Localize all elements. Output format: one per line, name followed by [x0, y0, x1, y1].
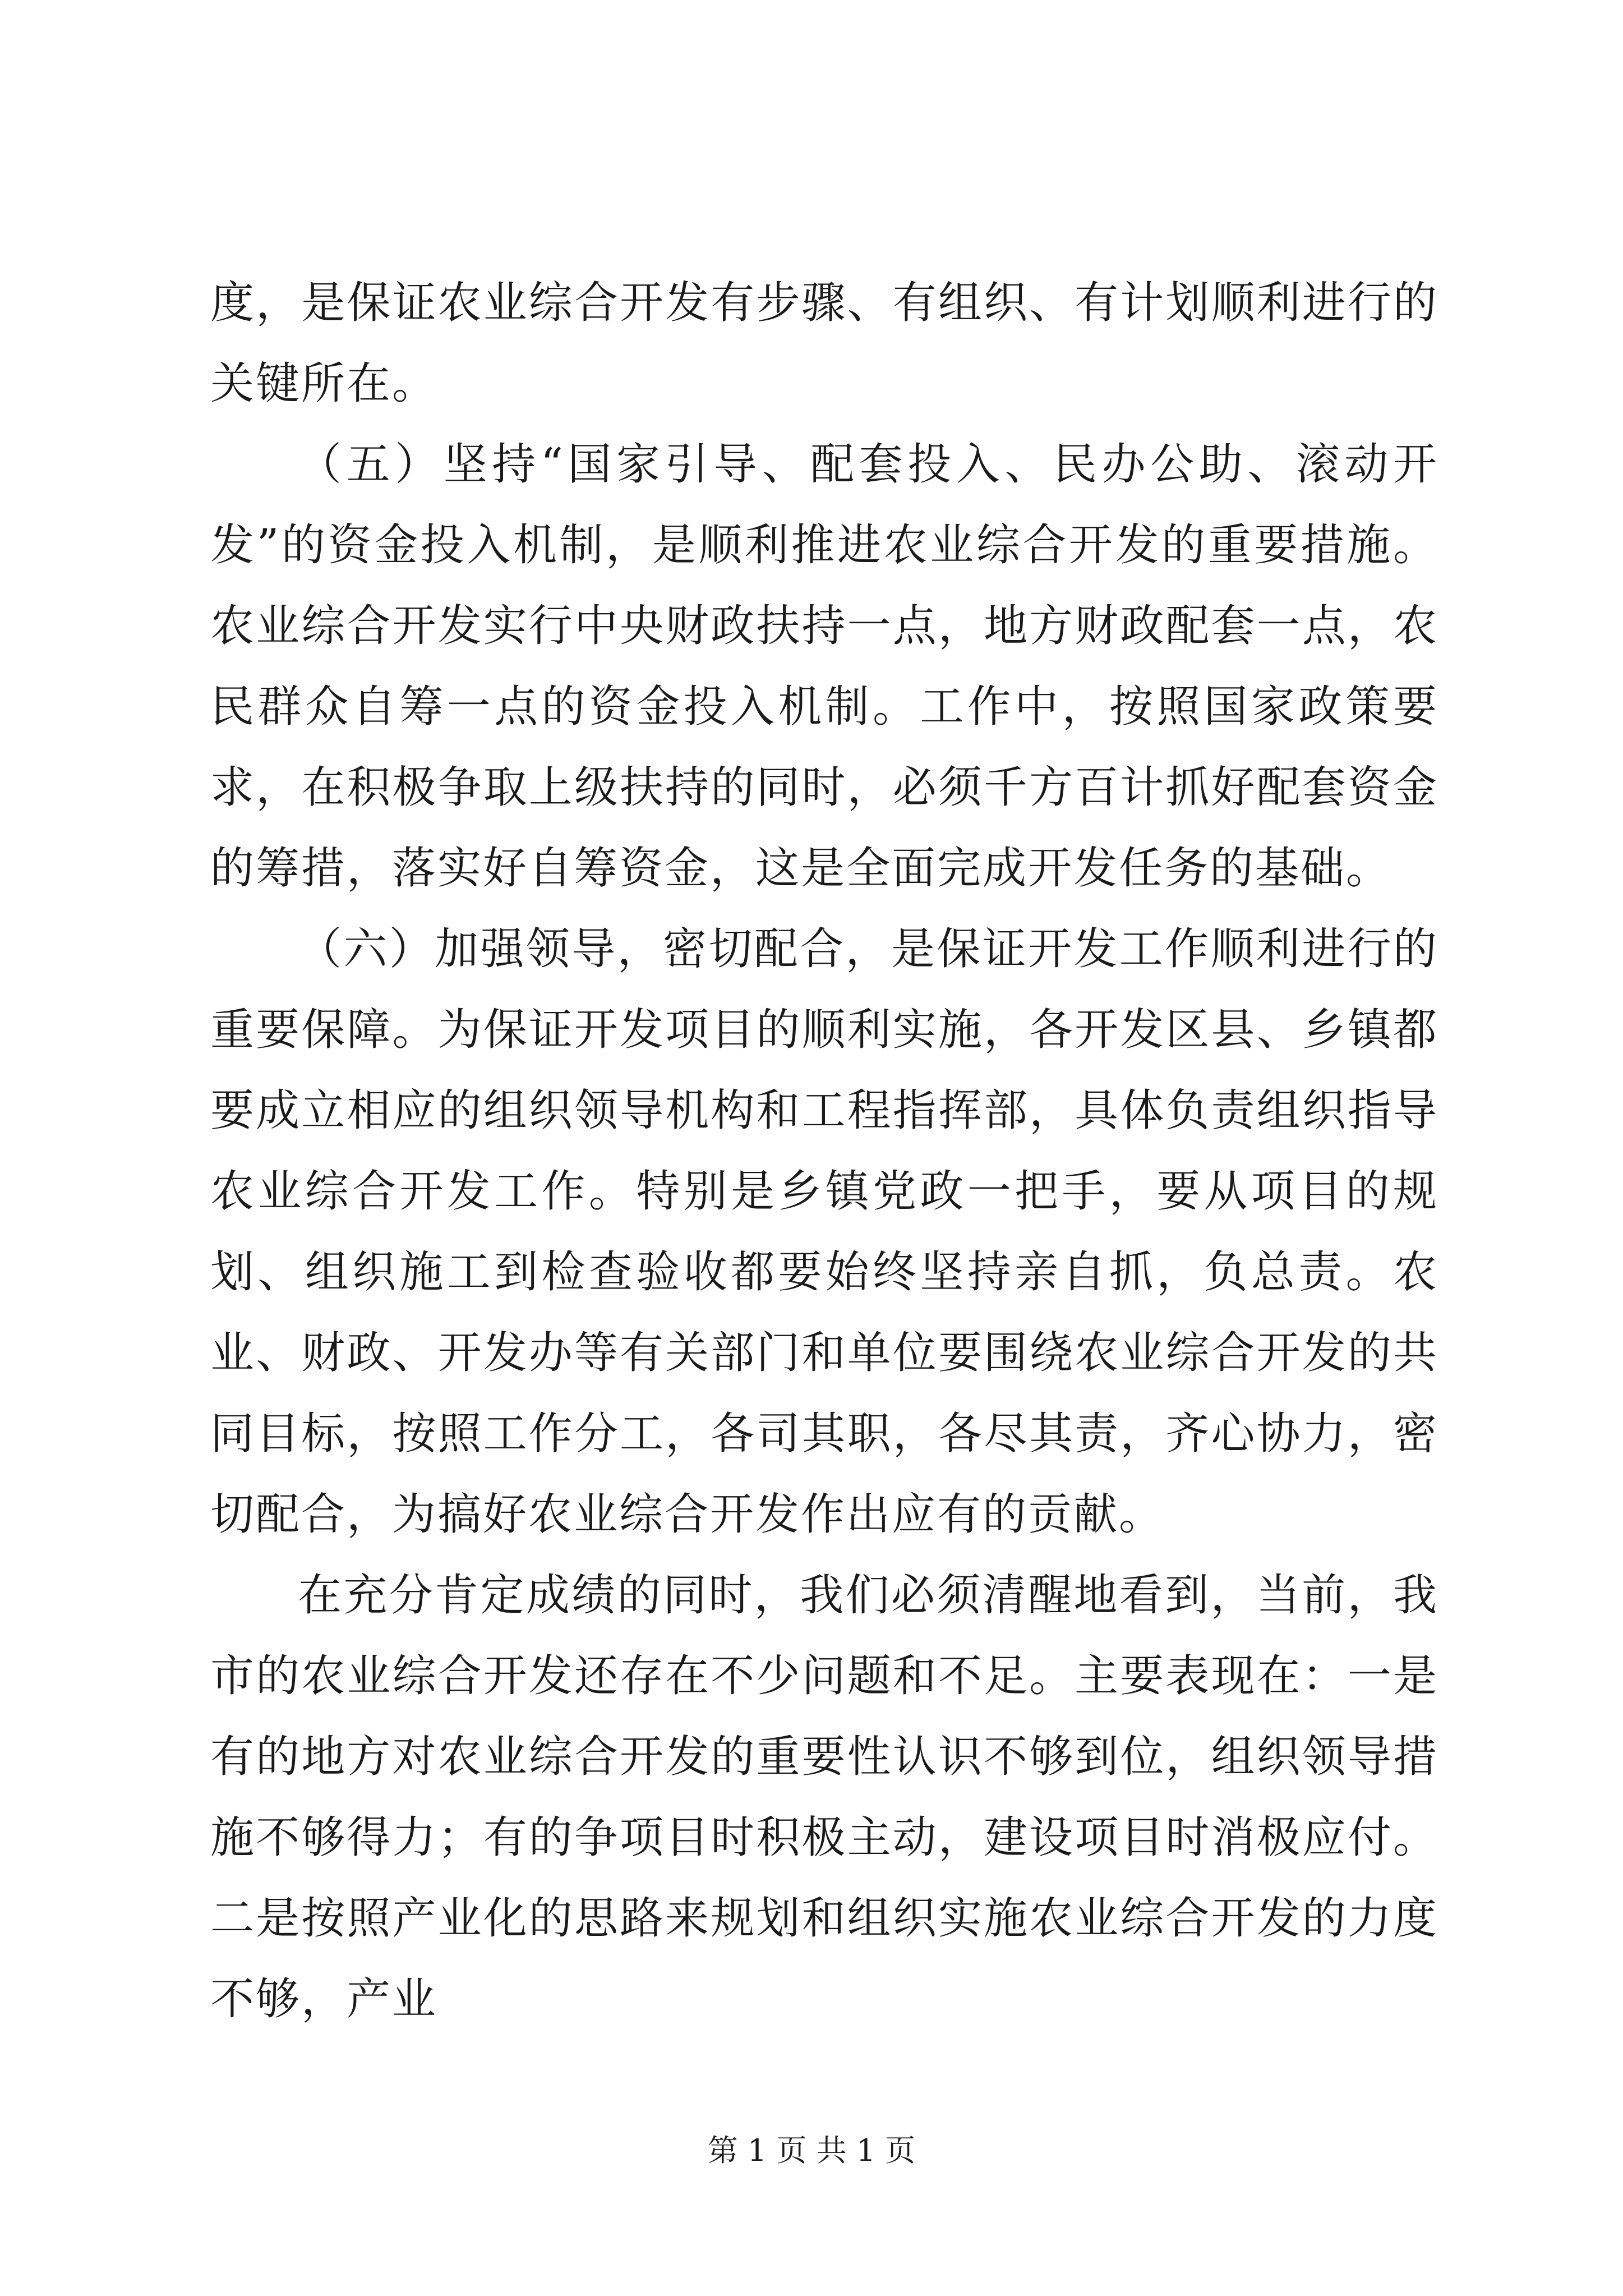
page-footer: 第 1 页 共 1 页 — [707, 2133, 916, 2168]
paragraph-section-six: （六）加强领导，密切配合，是保证开发工作顺利进行的重要保障。为保证开发项目的顺利实施，各开发区县、乡镇都要成立相应的组织领导机构和工程指挥部，具体负责组织指导农业综合开发工作。特别是乡镇党政一把手，要从项目的规划、组织施工到检查验收都要始终坚持亲自抓，负总责。农业、财政、开发办等有关部门和单位要围绕农业综合开发的共同目标，按照工作分工，各司其职，各尽其责，齐心协力，密切配合，为搞好农业综合开发作出应有的贡献。 — [210, 924, 1438, 1540]
paragraph-section-five: （五）坚持“国家引导、配套投入、民办公助、滚动开发”的资金投入机制，是顺利推进农业综合开发的重要措施。农业综合开发实行中央财政扶持一点，地方财政配套一点，农民群众自筹一点的资金投入机制。工作中，按照国家政策要求，在积极争取上级扶持的同时，必须千方百计抓好配套资金的筹措，落实好自筹资金，这是全面完成开发任务的基础。 — [210, 439, 1438, 894]
paragraph-problems: 在充分肯定成绩的同时，我们必须清醒地看到，当前，我市的农业综合开发还存在不少问题和不足。主要表现在：一是有的地方对农业综合开发的重要性认识不够到位，组织领导措施不够得力；有的争项目时积极主动，建设项目时消极应付。二是按照产业化的思路来规划和组织实施农业综合开发的力度不够，产业 — [210, 1570, 1438, 2024]
paragraph-continuation: 度，是保证农业综合开发有步骤、有组织、有计划顺利进行的关键所在。 — [210, 278, 1438, 409]
document-body — [210, 263, 1438, 2040]
